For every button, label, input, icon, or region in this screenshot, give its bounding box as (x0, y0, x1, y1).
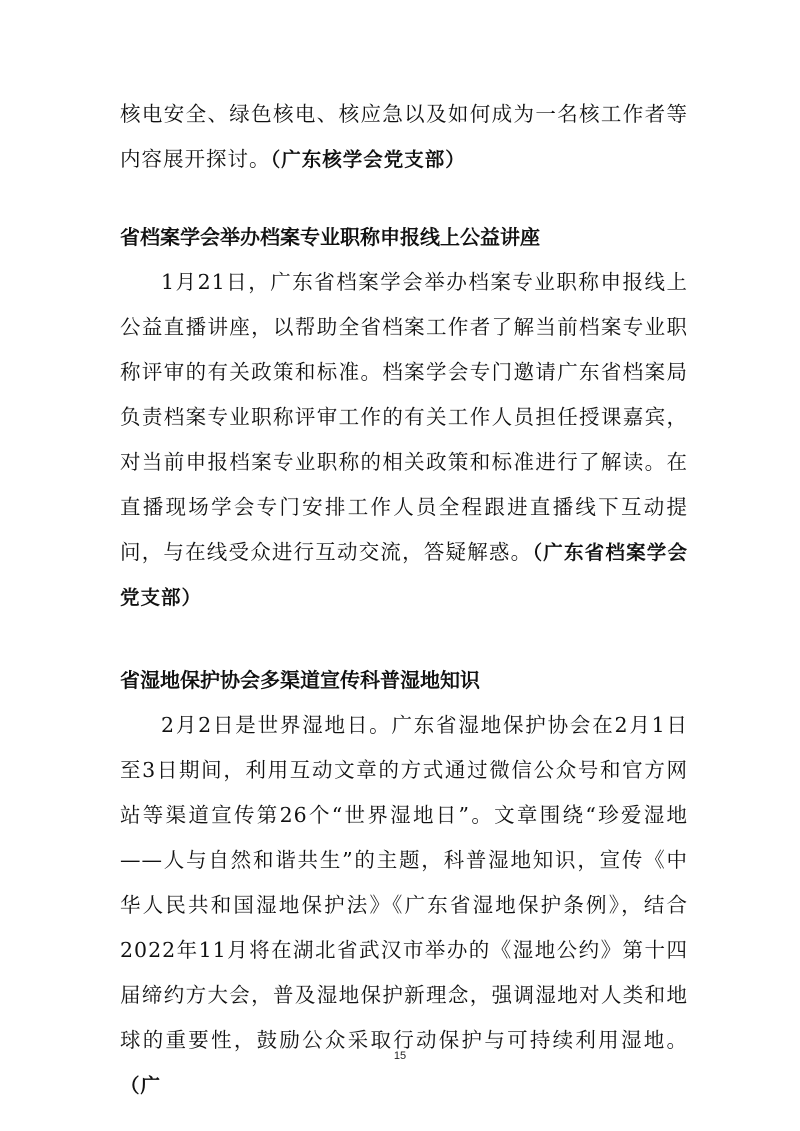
page-number: 15 (393, 1050, 407, 1062)
source-attribution: （广东省档案学会党支部） (120, 541, 688, 609)
paragraph-nuclear-continued (120, 92, 688, 182)
section-gap (120, 182, 688, 215)
section-gap (120, 620, 688, 658)
section-title-wetland: 省湿地保护协会多渠道宣传科普湿地知识 (120, 668, 480, 692)
source-attribution: （广东核学会党支部） (270, 148, 466, 171)
paragraph-archives (120, 260, 688, 620)
paragraph-text: 1月21日，广东省档案学会举办档案专业职称申报线上公益直播讲座，以帮助全省档案工作者了解当前档案专业职称评审的有关政策和标准。档案学会专门邀请广东省档案局负责档案专业职称评审工作的有关工作人员担任授课嘉宾，对当前申报档案专业职称的相关政策和标准进行了解读。在直播现场学会专门安排工作人员全程跟进直播线下互动提问，与在线受众进行互动交流，答疑解惑。 (120, 270, 688, 564)
paragraph-text: 2月2日是世界湿地日。广东省湿地保护协会在2月1日至3日期间，利用互动文章的方式通过微信公众号和官方网站等渠道宣传第26个“世界湿地日”。文章围绕“珍爱湿地——人与自然和谐共生”的主题，科普湿地知识，宣传《中华人民共和国湿地保护法》《广东省湿地保护条例》，结合2022年11月将在湖北省武汉市举办的《湿地公约》第十四届缔约方大会，普及湿地保护新理念，强调湿地对人类和地球的重要性，鼓励公众采取行动保护与可持续利用湿地。 (120, 713, 688, 1052)
paragraph-text: 核电安全、绿色核电、核应急以及如何成为一名核工作者等内容展开探讨。 (120, 102, 688, 171)
paragraph-wetland (120, 703, 688, 1108)
document-page (120, 92, 688, 1108)
source-attribution: （广 (120, 1074, 162, 1097)
section-title-archives: 省档案学会举办档案专业职称申报线上公益讲座 (120, 225, 540, 249)
